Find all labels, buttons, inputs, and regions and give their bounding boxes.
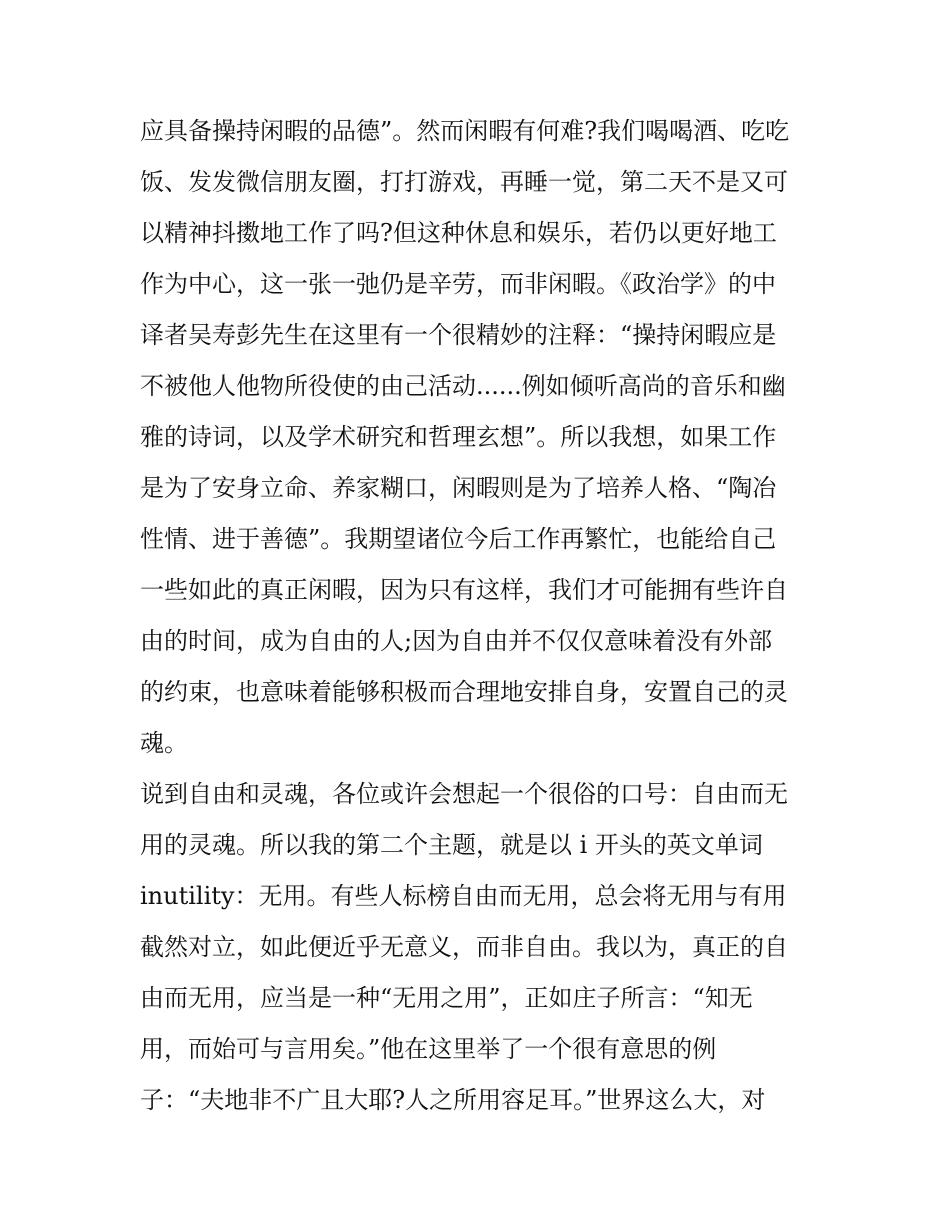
text-line: 用，而始可与言用矣。”他在这里举了一个很有意思的例 <box>140 1035 717 1063</box>
text-line: 雅的诗词，以及学术研究和哲理玄想”。所以我想，如果工作 <box>140 423 777 451</box>
text-line: 截然对立，如此便近乎无意义，而非自由。我以为，真正的自 <box>140 933 788 961</box>
text-line: 饭、发发微信朋友圈，打打游戏，再睡一觉，第二天不是又可 <box>140 168 788 196</box>
text-line: 作为中心，这一张一弛仍是辛劳，而非闲暇。《政治学》的中 <box>140 270 776 298</box>
text-line: 由的时间，成为自由的人;因为自由并不仅仅意味着没有外部 <box>140 627 773 655</box>
text-line: 应具备操持闲暇的品德”。然而闲暇有何难?我们喝喝酒、吃吃 <box>140 117 790 145</box>
text-line: 是为了安身立命、养家糊口，闲暇则是为了培养人格、“陶冶 <box>140 474 777 502</box>
text-line: 由而无用，应当是一种“无用之用”，正如庄子所言：“知无 <box>140 984 753 1012</box>
text-line: 魂。 <box>140 729 188 757</box>
text-line: 译者吴寿彭先生在这里有一个很精妙的注释：“操持闲暇应是 <box>140 321 777 349</box>
text-line: 的约束，也意味着能够积极而合理地安排自身，安置自己的灵 <box>140 678 788 706</box>
body-text <box>140 106 820 1126</box>
text-line: 不被他人他物所役使的由己活动......例如倾听高尚的音乐和幽 <box>140 372 786 400</box>
text-line: 子：“夫地非不广且大耶?人之所用容足耳。”世界这么大，对 <box>140 1086 766 1114</box>
text-line: 一些如此的真正闲暇，因为只有这样，我们才可能拥有些许自 <box>140 576 788 604</box>
text-line: 以精神抖擞地工作了吗?但这种休息和娱乐，若仍以更好地工 <box>140 219 777 247</box>
text-line: 性情、进于善德”。我期望诸位今后工作再繁忙，也能给自己 <box>140 525 777 553</box>
text-line: inutility：无用。有些人标榜自由而无用，总会将无用与有用 <box>140 882 787 910</box>
text-line: 说到自由和灵魂，各位或许会想起一个很俗的口号：自由而无 <box>140 780 788 808</box>
text-line: 用的灵魂。所以我的第二个主题，就是以 i 开头的英文单词 <box>140 831 763 859</box>
